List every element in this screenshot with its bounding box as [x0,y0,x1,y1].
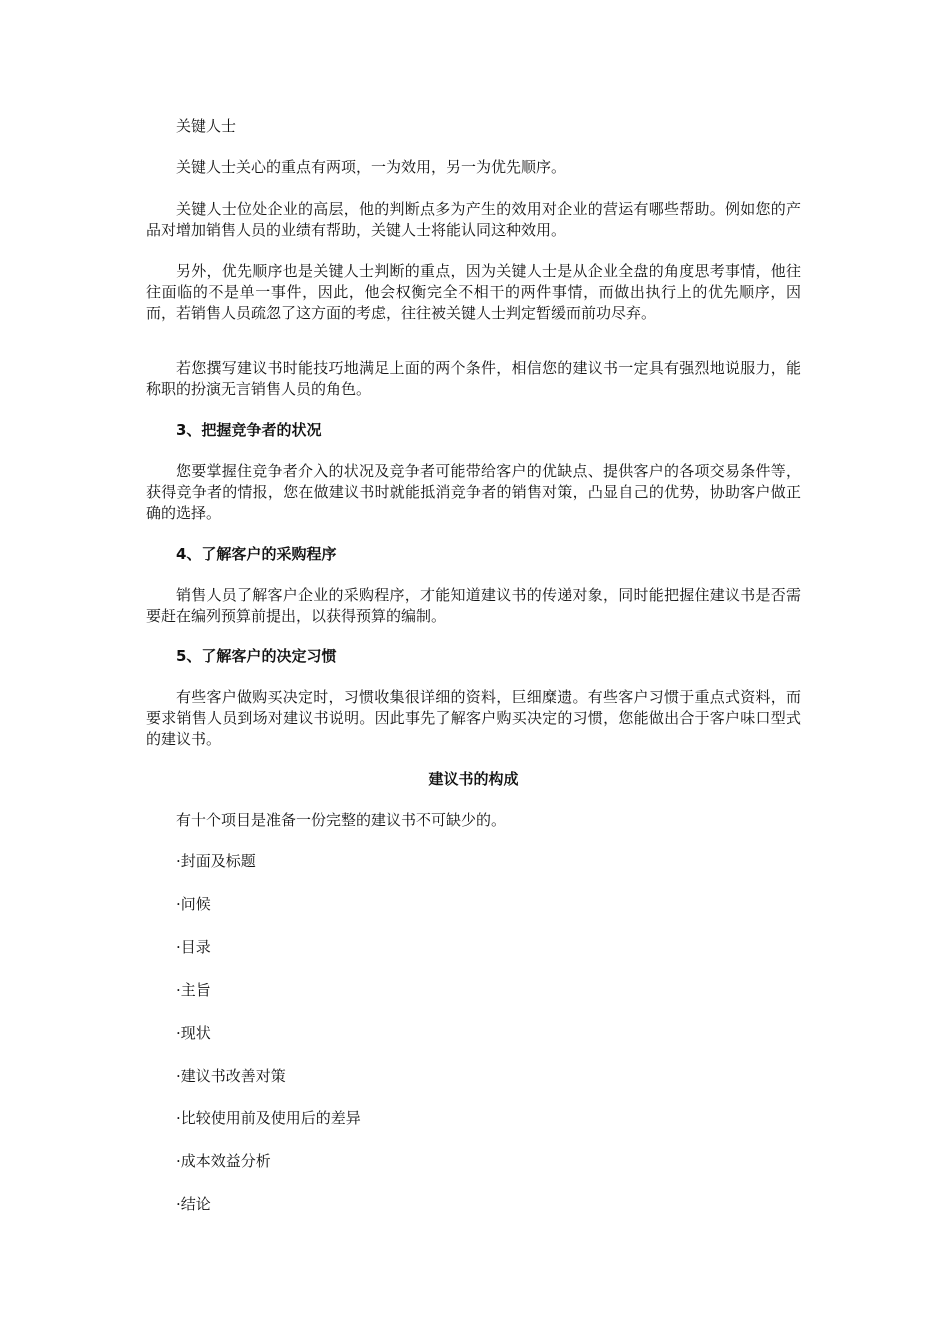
paragraph-competitors: 您要掌握住竞争者介入的状况及竞争者可能带给客户的优缺点、提供客户的各项交易条件等，获得竞争者的情报，您在做建议书时就能抵消竞争者的销售对策，凸显自己的优势，协助客户做正确的选择。 [146,462,801,522]
list-item: ·目录 [176,938,211,956]
paragraph-persuasion: 若您撰写建议书时能技巧地满足上面的两个条件，相信您的建议书一定具有强烈地说服力，能称职的扮演无言销售人员的角色。 [146,359,801,398]
list-item: ·成本效益分析 [176,1152,271,1170]
list-item: ·主旨 [176,981,211,999]
paragraph-key-person-utility: 关键人士位处企业的高层，他的判断点多为产生的效用对企业的营运有哪些帮助。例如您的产品对增加销售人员的业绩有帮助，关键人士将能认同这种效用。 [146,200,801,239]
paragraph-priority: 另外，优先顺序也是关键人士判断的重点，因为关键人士是从企业全盘的角度思考事情，他往往面临的不是单一事件，因此，他会权衡完全不相干的两件事情，而做出执行上的优先顺序，因而，若销售人员疏忽了这方面的考虑，往往被关键人士判定暂缓而前功尽弃。 [146,262,801,322]
list-item: ·建议书改善对策 [176,1067,286,1085]
list-item: ·封面及标题 [176,852,256,870]
paragraph-key-person-focus: 关键人士关心的重点有两项，一为效用，另一为优先顺序。 [176,158,567,176]
section-title: 建议书的构成 [428,770,519,788]
paragraph-purchase-procedure: 销售人员了解客户企业的采购程序，才能知道建议书的传递对象，同时能把握住建议书是否需要赶在编列预算前提出，以获得预算的编制。 [146,586,801,625]
paragraph-decision-habits: 有些客户做购买决定时，习惯收集很详细的资料，巨细糜遗。有些客户习惯于重点式资料，而要求销售人员到场对建议书说明。因此事先了解客户购买决定的习惯，您能做出合于客户味口型式的建议书。 [146,688,801,748]
list-item: ·结论 [176,1195,211,1213]
heading-purchase-procedure: 4、了解客户的采购程序 [176,545,337,563]
paragraph-key-person-label: 关键人士 [176,117,237,135]
heading-decision-habits: 5、了解客户的决定习惯 [176,647,337,665]
list-item: ·现状 [176,1024,211,1042]
heading-competitors: 3、把握竞争者的状况 [176,421,322,439]
list-item: ·比较使用前及使用后的差异 [176,1109,361,1127]
paragraph-ten-items: 有十个项目是准备一份完整的建议书不可缺少的。 [176,811,507,829]
list-item: ·问候 [176,895,211,913]
